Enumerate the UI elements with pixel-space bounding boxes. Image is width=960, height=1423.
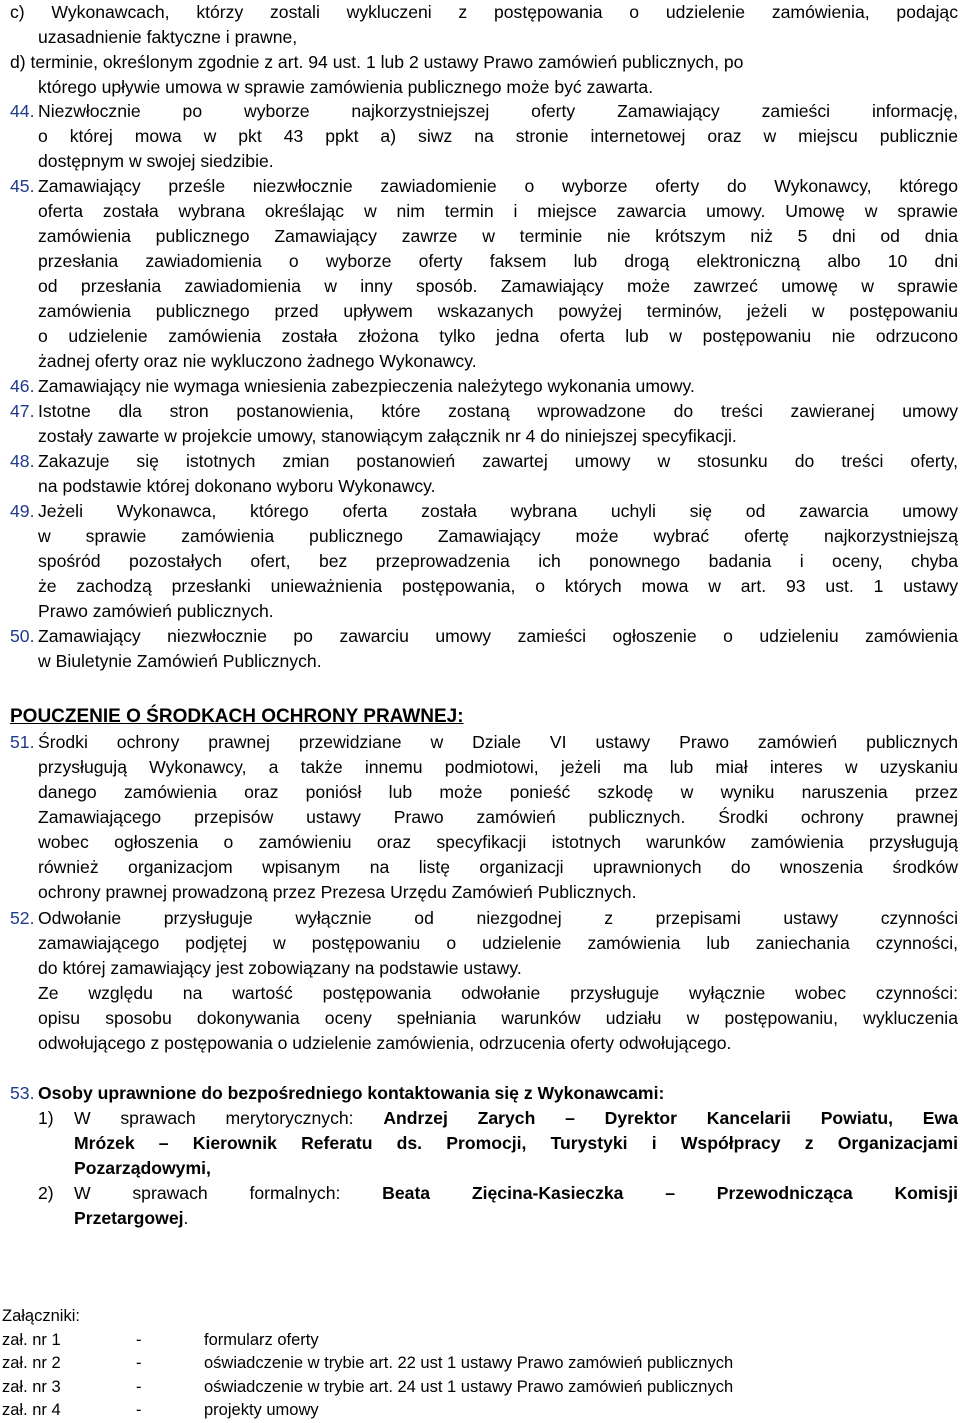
list-item-45 bbox=[10, 174, 958, 374]
text-line: od przesłania zawiadomienia w inny sposób. Zamawiający może zawrzeć umowę w sprawie bbox=[38, 276, 958, 296]
sub-number: 2) bbox=[38, 1183, 54, 1203]
attachments-section bbox=[2, 1305, 942, 1423]
text-line: spośród pozostałych ofert, bez przeprowadzenia ich ponownego badania i oceny, chyba bbox=[38, 551, 958, 571]
text-line: oferta została wybrana określając w nim termin i miejsce zawarcia umowy. Umowę w sprawie bbox=[38, 201, 958, 221]
top-section bbox=[10, 0, 958, 100]
contact-persons: Mrózek – Kierownik Referatu ds. Promocji, Turystyki i Współpracy z Organizacjami bbox=[74, 1133, 958, 1153]
item-number: 44. bbox=[10, 101, 35, 121]
text-line: przesłania zawiadomienia o wyborze oferty faksem lub drogą elektroniczną albo 10 dni bbox=[38, 251, 958, 271]
period: . bbox=[183, 1208, 189, 1228]
text-line: którego upływie umowa w sprawie zamówienia publicznego może być zawarta. bbox=[38, 77, 654, 97]
attachment-id: zał. nr 1 bbox=[2, 1330, 61, 1349]
item-number: 52. bbox=[10, 908, 35, 928]
contact-persons: Beata Zięcina-Kasieczka – Przewodnicząca Komisji bbox=[382, 1183, 958, 1203]
contact-item-2 bbox=[10, 1181, 958, 1231]
attachment-row bbox=[2, 1376, 942, 1400]
attachment-row bbox=[2, 1399, 942, 1423]
list-item-48 bbox=[10, 449, 958, 499]
text-line: na podstawie której dokonano wyboru Wykonawcy. bbox=[38, 476, 436, 496]
text-line: zamawiającego podjętej w postępowaniu o udzielenie zamówienia lub zaniechania czynności, bbox=[38, 933, 958, 953]
item-number: 48. bbox=[10, 451, 35, 471]
text-line: że zachodzą przesłanki unieważnienia postępowania, o których mowa w art. 93 ust. 1 ustawy bbox=[38, 576, 958, 596]
text-line: również organizacjom wpisanym na listę organizacji uprawnionych do wnoszenia środków bbox=[38, 857, 958, 877]
text-line: o udzielenie zamówienia została złożona tylko jedna oferta lub w postępowaniu nie odrzucono bbox=[38, 326, 958, 346]
attachment-dash: - bbox=[136, 1401, 142, 1419]
attachment-dash: - bbox=[136, 1354, 142, 1372]
text-line: zostały zawarte w projekcie umowy, stanowiącym załącznik nr 4 do niniejszej specyfikacji. bbox=[38, 426, 737, 446]
item-number: 51. bbox=[10, 732, 35, 752]
text-line: wobec ogłoszenia o zamówieniu oraz specyfikacji istotnych warunków zamówienia przysługują bbox=[38, 832, 958, 852]
list-item-52 bbox=[10, 906, 958, 1056]
attachment-dash: - bbox=[136, 1330, 142, 1349]
text-line: przysługują Wykonawcy, a także innemu podmiotowi, jeżeli ma lub miał interes w uzyskaniu bbox=[38, 757, 958, 777]
list-item-47 bbox=[10, 399, 958, 449]
contact-persons: Przetargowej bbox=[74, 1208, 184, 1228]
attachment-desc: oświadczenie w trybie art. 24 ust 1 ustawy Prawo zamówień publicznych bbox=[204, 1377, 734, 1396]
list-item-46 bbox=[10, 374, 958, 399]
text-line: Niezwłocznie po wyborze najkorzystniejszej oferty Zamawiający zamieści informację, bbox=[38, 101, 958, 121]
text-line: Środki ochrony prawnej przewidziane w Dziale VI ustawy Prawo zamówień publicznych bbox=[38, 732, 958, 752]
text-line: c) Wykonawcach, którzy zostali wykluczeni z postępowania o udzielenie zamówienia, podając bbox=[10, 2, 958, 22]
text-line: Zamawiający prześle niezwłocznie zawiadomienie o wyborze oferty do Wykonawcy, którego bbox=[38, 176, 958, 196]
section-heading: POUCZENIE O ŚRODKACH OCHRONY PRAWNEJ: bbox=[10, 706, 464, 727]
text-line: opisu sposobu dokonywania oceny spełniania warunków udziału w postępowaniu, wykluczenia bbox=[38, 1008, 958, 1028]
text-line: w sprawie zamówienia publicznego Zamawiający może wybrać ofertę najkorzystniejszą bbox=[38, 526, 958, 546]
text-line: Zakazuje się istotnych zmian postanowień zawartej umowy w stosunku do treści oferty, bbox=[38, 451, 958, 471]
contact-item-1 bbox=[10, 1106, 958, 1181]
text-line: Prawo zamówień publicznych. bbox=[38, 601, 274, 621]
sub-number: 1) bbox=[38, 1108, 54, 1128]
attachment-desc: oświadczenie w trybie art. 22 ust 1 ustawy Prawo zamówień publicznych bbox=[204, 1354, 734, 1372]
text-line: Zamawiający niezwłocznie po zawarciu umowy zamieści ogłoszenie o udzieleniu zamówienia bbox=[38, 626, 958, 646]
text-line: odwołującego z postępowania o udzielenie zamówienia, odrzucenia oferty odwołującego. bbox=[38, 1033, 732, 1053]
contact-persons: Andrzej Zarych – Dyrektor Kancelarii Powiatu, Ewa bbox=[383, 1108, 959, 1128]
attachment-id: zał. nr 4 bbox=[2, 1401, 61, 1419]
item-number: 47. bbox=[10, 401, 35, 421]
attachment-dash: - bbox=[136, 1377, 142, 1396]
attachment-id: zał. nr 2 bbox=[2, 1354, 61, 1372]
contact-title: Osoby uprawnione do bezpośredniego kontaktowania się z Wykonawcami: bbox=[38, 1083, 665, 1103]
attachment-id: zał. nr 3 bbox=[2, 1377, 61, 1396]
text-line: uzasadnienie faktyczne i prawne, bbox=[38, 27, 298, 47]
text-line: Zamawiający nie wymaga wniesienia zabezpieczenia należytego wykonania umowy. bbox=[38, 376, 695, 396]
attachment-row bbox=[2, 1352, 942, 1376]
contact-label: W sprawach formalnych: bbox=[74, 1183, 341, 1203]
text-line: ochrony prawnej prowadzoną przez Prezesa Urzędu Zamówień Publicznych. bbox=[38, 882, 637, 902]
item-number: 50. bbox=[10, 626, 35, 646]
text-line: zamówienia publicznego Zamawiający zawrze w terminie nie krótszym niż 5 dni od dnia bbox=[38, 226, 958, 246]
text-line: w Biuletynie Zamówień Publicznych. bbox=[38, 651, 322, 671]
list-item-49 bbox=[10, 499, 958, 624]
attachments-title: Załączniki: bbox=[2, 1307, 80, 1325]
text-line: Ze względu na wartość postępowania odwołanie przysługuje wyłącznie wobec czynności: bbox=[38, 983, 958, 1003]
text-line: Odwołanie przysługuje wyłącznie od niezgodnej z przepisami ustawy czynności bbox=[38, 908, 958, 928]
item-number: 45. bbox=[10, 176, 35, 196]
attachment-desc: projekty umowy bbox=[204, 1401, 319, 1419]
list-item-53 bbox=[10, 1081, 958, 1106]
list-item-50 bbox=[10, 624, 958, 674]
attachment-desc: formularz oferty bbox=[204, 1330, 319, 1349]
text-line: do której zamawiający jest zobowiązany na podstawie ustawy. bbox=[38, 958, 522, 978]
list-item-51 bbox=[10, 730, 958, 905]
item-number: 46. bbox=[10, 376, 35, 396]
item-number: 53. bbox=[10, 1083, 35, 1103]
contact-label: W sprawach merytorycznych: bbox=[74, 1108, 354, 1128]
item-number: 49. bbox=[10, 501, 35, 521]
text-line: Jeżeli Wykonawca, którego oferta została wybrana uchyli się od zawarcia umowy bbox=[38, 501, 958, 521]
attachment-row bbox=[2, 1329, 942, 1353]
text-line: o której mowa w pkt 43 ppkt a) siwz na stronie internetowej oraz w miejscu publicznie bbox=[38, 126, 958, 146]
text-line: dostępnym w swojej siedzibie. bbox=[38, 151, 274, 171]
text-line: Zamawiającego przepisów ustawy Prawo zamówień publicznych. Środki ochrony prawnej bbox=[38, 807, 958, 827]
contact-persons: Pozarządowymi, bbox=[74, 1158, 211, 1178]
text-line: d) terminie, określonym zgodnie z art. 94 ust. 1 lub 2 ustawy Prawo zamówień publicznych, po bbox=[10, 52, 744, 72]
text-line: zamówienia publicznego przed upływem wskazanych powyżej terminów, jeżeli w postępowaniu bbox=[38, 301, 958, 321]
text-line: danego zamówienia oraz poniósł lub może ponieść szkodę w wyniku naruszenia przez bbox=[38, 782, 958, 802]
list-item-44 bbox=[10, 99, 958, 174]
text-line: Istotne dla stron postanowienia, które zostaną wprowadzone do treści zawieranej umowy bbox=[38, 401, 958, 421]
text-line: żadnej oferty oraz nie wykluczono żadnego Wykonawcy. bbox=[38, 351, 477, 371]
